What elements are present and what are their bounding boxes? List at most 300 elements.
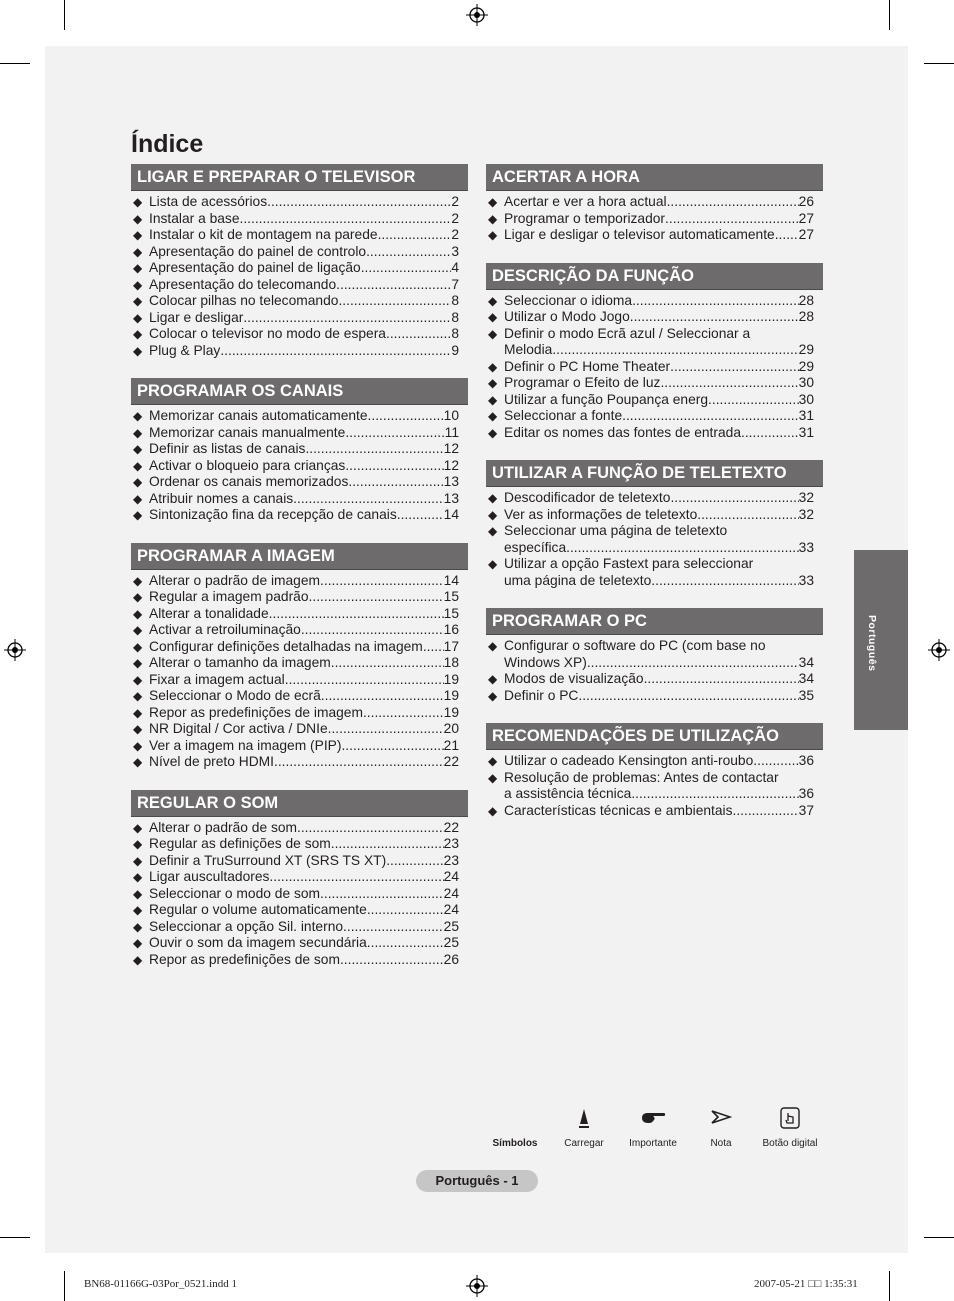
dot-leader <box>741 425 799 442</box>
toc-entry-text: Ligar e desligar o televisor automaticamente <box>504 227 775 242</box>
toc-entry-text: Descodificador de teletexto <box>504 490 671 505</box>
dot-leader <box>631 786 798 803</box>
dot-leader <box>331 655 444 672</box>
dot-leader <box>297 820 444 837</box>
toc-page-number: 23 <box>443 852 459 868</box>
diamond-bullet-icon: ◆ <box>488 293 498 308</box>
toc-entry-text: Alterar o padrão de imagem <box>149 572 321 588</box>
toc-page-number: 17 <box>443 638 459 654</box>
crop-mark <box>889 1271 890 1301</box>
section-header: RECOMENDAÇÕES DE UTILIZAÇÃO <box>486 723 823 750</box>
toc-section <box>131 790 468 969</box>
toc-entry-text: Atribuir nomes a canais <box>149 490 294 506</box>
toc-page-number: 14 <box>443 507 459 522</box>
toc-entry[interactable] <box>131 326 468 343</box>
diamond-bullet-icon: ◆ <box>133 409 143 423</box>
toc-entry[interactable] <box>131 458 468 475</box>
toc-entry[interactable] <box>486 309 823 326</box>
diamond-bullet-icon: ◆ <box>133 573 143 588</box>
toc-entry-text: Seleccionar a fonte <box>504 408 623 423</box>
toc-page-number: 30 <box>798 391 814 407</box>
toc-entry-text: Seleccionar o idioma <box>504 292 633 308</box>
toc-entry[interactable] <box>486 392 823 409</box>
dot-leader <box>367 902 444 919</box>
toc-page-number: 8 <box>451 293 459 308</box>
toc-left-column <box>131 164 468 987</box>
toc-entry[interactable] <box>131 738 468 755</box>
toc-page-number: 34 <box>798 654 814 670</box>
toc-page-number: 15 <box>443 605 459 621</box>
toc-entry[interactable] <box>131 441 468 458</box>
diamond-bullet-icon: ◆ <box>133 475 143 489</box>
toc-page-number: 12 <box>443 457 459 473</box>
toc-entry[interactable] <box>131 886 468 903</box>
toc-page-number: 22 <box>443 754 459 769</box>
diamond-bullet-icon: ◆ <box>133 327 143 341</box>
diamond-bullet-icon: ◆ <box>133 853 143 868</box>
diamond-bullet-icon: ◆ <box>488 392 498 407</box>
toc-entry[interactable] <box>131 260 468 277</box>
toc-entry-text: Instalar o kit de montagem na parede <box>149 227 378 242</box>
diamond-bullet-icon: ◆ <box>133 277 143 292</box>
diamond-bullet-icon: ◆ <box>488 195 498 209</box>
toc-entry-text: Configurar o software do PC (com base no <box>504 638 766 653</box>
diamond-bullet-icon: ◆ <box>488 524 498 538</box>
toc-entry-text: Apresentação do telecomando <box>149 276 337 292</box>
toc-entry[interactable] <box>131 244 468 261</box>
toc-page-number: 25 <box>443 935 459 950</box>
registration-mark-icon <box>466 4 488 26</box>
toc-entry-text: Nível de preto HDMI <box>149 754 274 769</box>
toc-entry-list <box>486 750 823 819</box>
toc-entry-text: Definir o PC Home Theater <box>504 358 671 374</box>
toc-entry-text: uma página de teletexto <box>504 572 652 588</box>
toc-entry[interactable] <box>131 211 468 228</box>
crop-mark <box>64 0 65 30</box>
toc-entry-text: Seleccionar uma página de teletexto <box>504 523 728 538</box>
toc-entry[interactable] <box>486 194 823 211</box>
toc-page-number: 28 <box>798 292 814 308</box>
dot-leader <box>651 573 798 590</box>
toc-entry-text: Utilizar o Modo Jogo <box>504 309 630 324</box>
dot-leader <box>397 507 444 524</box>
dot-leader <box>667 194 799 211</box>
toc-entry[interactable] <box>131 277 468 294</box>
toc-entry[interactable] <box>131 507 468 524</box>
toc-page-number: 16 <box>443 622 459 637</box>
toc-entry-text: Seleccionar o modo de som <box>149 885 321 901</box>
toc-page-number: 25 <box>443 918 459 934</box>
toc-entry[interactable] <box>131 902 468 919</box>
toc-entry[interactable] <box>486 211 823 228</box>
toc-page-number: 4 <box>451 260 459 275</box>
toc-page-number: 14 <box>443 572 459 588</box>
dot-leader <box>670 359 798 376</box>
toc-entry[interactable] <box>131 310 468 327</box>
note-arrow-icon <box>710 1110 732 1124</box>
diamond-bullet-icon: ◆ <box>488 359 498 374</box>
toc-entry[interactable] <box>486 507 823 524</box>
diamond-bullet-icon: ◆ <box>133 672 143 687</box>
crop-mark <box>924 1237 954 1238</box>
toc-page-number: 33 <box>798 539 814 555</box>
diamond-bullet-icon: ◆ <box>488 672 498 686</box>
pointing-hand-icon <box>640 1110 666 1126</box>
toc-entry[interactable] <box>486 227 823 244</box>
section-header: PROGRAMAR OS CANAIS <box>131 378 468 405</box>
toc-entry-text: Windows XP) <box>504 654 587 670</box>
toc-entry-text: Ligar auscultadores <box>149 869 270 884</box>
toc-entry[interactable] <box>131 655 468 672</box>
dot-leader <box>240 211 452 228</box>
diamond-bullet-icon: ◆ <box>488 409 498 423</box>
toc-entry[interactable] <box>131 343 468 360</box>
toc-entry[interactable] <box>486 753 823 770</box>
print-slug-timestamp: 2007-05-21 □□ 1:35:31 <box>754 1278 858 1290</box>
section-header: REGULAR O SOM <box>131 790 468 817</box>
crop-mark <box>889 0 890 30</box>
toc-page-number: 27 <box>798 227 814 242</box>
dot-leader <box>220 343 451 360</box>
toc-entry-text: Configurar definições detalhadas na imagem <box>149 638 423 654</box>
toc-entry-text: Regular o volume automaticamente <box>149 902 367 917</box>
toc-section <box>131 164 468 359</box>
toc-entry[interactable] <box>131 869 468 886</box>
dot-leader <box>712 392 799 409</box>
toc-page-number: 24 <box>443 902 459 917</box>
toc-page-number: 33 <box>798 572 814 588</box>
symbol-label: Carregar <box>564 1138 604 1149</box>
toc-page-number: 31 <box>798 408 814 423</box>
toc-entry-text: a assistência técnica <box>504 786 632 801</box>
toc-entry[interactable] <box>131 573 468 590</box>
toc-page-number: 8 <box>451 326 459 341</box>
page-number-pill: Português - 1 <box>416 1170 538 1192</box>
toc-page-number: 19 <box>443 688 459 703</box>
toc-page-number: 32 <box>798 490 814 505</box>
toc-entry-text: Definir o PC <box>504 687 579 703</box>
dot-leader <box>578 688 798 705</box>
toc-entry[interactable] <box>486 293 823 310</box>
dot-leader <box>345 425 444 442</box>
section-header: UTILIZAR A FUNÇÃO DE TELETEXTO <box>486 460 823 487</box>
toc-entry[interactable] <box>131 935 468 952</box>
dot-leader <box>320 573 444 590</box>
toc-page-number: 37 <box>798 802 814 818</box>
toc-section <box>486 608 823 704</box>
toc-entry-text: Seleccionar o Modo de ecrã <box>149 688 321 703</box>
dot-leader <box>267 194 451 211</box>
toc-page-number: 7 <box>451 276 459 292</box>
dot-leader <box>328 721 444 738</box>
dot-leader <box>341 738 443 755</box>
diamond-bullet-icon: ◆ <box>488 803 498 818</box>
dot-leader <box>378 227 452 244</box>
diamond-bullet-icon: ◆ <box>488 688 498 703</box>
toc-entry-text: Resolução de problemas: Antes de contactar <box>504 769 779 785</box>
toc-entry-text: Memorizar canais manualmente <box>149 424 346 440</box>
dot-leader <box>361 260 452 277</box>
diamond-bullet-icon: ◆ <box>133 261 143 275</box>
toc-entry-text: Utilizar a função Poupança energ. <box>504 391 712 407</box>
dot-leader <box>309 589 444 606</box>
diamond-bullet-icon: ◆ <box>488 228 498 242</box>
toc-entry-text: Colocar o televisor no modo de espera <box>149 326 386 341</box>
symbols-heading: Símbolos <box>492 1138 538 1149</box>
toc-entry[interactable] <box>131 293 468 310</box>
dot-leader <box>622 408 799 425</box>
diamond-bullet-icon: ◆ <box>133 837 143 851</box>
section-header: PROGRAMAR A IMAGEM <box>131 543 468 570</box>
diamond-bullet-icon: ◆ <box>133 310 143 325</box>
toc-page-number: 28 <box>798 309 814 324</box>
toc-entry[interactable] <box>486 523 823 556</box>
toc-entry-list <box>131 405 468 524</box>
toc-entry[interactable] <box>131 672 468 689</box>
toc-entry-list <box>131 817 468 969</box>
diamond-bullet-icon: ◆ <box>133 458 143 473</box>
diamond-bullet-icon: ◆ <box>133 639 143 654</box>
section-header: DESCRIÇÃO DA FUNÇÃO <box>486 263 823 290</box>
toc-entry[interactable] <box>486 490 823 507</box>
section-header: PROGRAMAR O PC <box>486 608 823 635</box>
toc-entry[interactable] <box>486 638 823 671</box>
toc-entry[interactable] <box>131 919 468 936</box>
diamond-bullet-icon: ◆ <box>133 705 143 720</box>
dot-leader <box>366 244 451 261</box>
registration-mark-icon <box>4 639 26 661</box>
diamond-bullet-icon: ◆ <box>488 507 498 522</box>
dot-leader <box>331 836 444 853</box>
crop-mark <box>0 1237 30 1238</box>
toc-entry[interactable] <box>131 721 468 738</box>
toc-entry[interactable] <box>131 227 468 244</box>
toc-entry[interactable] <box>131 606 468 623</box>
toc-entry[interactable] <box>131 853 468 870</box>
dot-leader <box>269 606 444 623</box>
toc-entry-text: Sintonização fina da recepção de canais <box>149 507 397 522</box>
diamond-bullet-icon: ◆ <box>133 919 143 934</box>
diamond-bullet-icon: ◆ <box>133 903 143 917</box>
dot-leader <box>423 639 444 656</box>
dot-leader <box>733 803 799 820</box>
diamond-bullet-icon: ◆ <box>133 228 143 242</box>
toc-entry-text: Lista de acessórios <box>149 194 268 209</box>
toc-entry-text: Plug & Play <box>149 342 221 358</box>
toc-entry-text: Ver a imagem na imagem (PIP) <box>149 737 342 753</box>
toc-entry[interactable] <box>131 639 468 656</box>
diamond-bullet-icon: ◆ <box>133 689 143 703</box>
toc-entry-text: Modos de visualização <box>504 671 644 686</box>
dot-leader <box>320 886 444 903</box>
toc-page-number: 36 <box>798 753 814 768</box>
toc-entry[interactable] <box>131 491 468 508</box>
dot-leader <box>566 540 799 557</box>
toc-entry-text: Apresentação do painel de ligação <box>149 260 361 275</box>
toc-page-number: 32 <box>798 506 814 522</box>
toc-entry[interactable] <box>131 820 468 837</box>
toc-page-number: 8 <box>451 309 459 325</box>
diamond-bullet-icon: ◆ <box>133 425 143 440</box>
dot-leader <box>552 342 798 359</box>
toc-entry[interactable] <box>131 474 468 491</box>
toc-page-number: 2 <box>451 210 459 226</box>
toc-entry[interactable] <box>131 425 468 442</box>
dot-leader <box>305 441 443 458</box>
dot-leader <box>644 671 799 688</box>
toc-entry-text: Fixar a imagem actual <box>149 671 285 687</box>
toc-entry[interactable] <box>486 671 823 688</box>
dot-leader <box>243 310 451 327</box>
toc-page-number: 10 <box>443 408 459 423</box>
dot-leader <box>336 277 451 294</box>
toc-page-number: 35 <box>798 687 814 703</box>
toc-entry[interactable] <box>486 326 823 359</box>
toc-right-column <box>486 164 823 838</box>
toc-entry-text: Melodia <box>504 342 553 357</box>
diamond-bullet-icon: ◆ <box>133 820 143 835</box>
toc-entry-list <box>131 191 468 359</box>
section-header: ACERTAR A HORA <box>486 164 823 191</box>
toc-entry[interactable] <box>486 359 823 376</box>
diamond-bullet-icon: ◆ <box>488 491 498 505</box>
toc-section <box>131 378 468 524</box>
toc-entry-text: Utilizar a opção Fastext para seleccionar <box>504 556 754 571</box>
diamond-bullet-icon: ◆ <box>133 590 143 604</box>
toc-page-number: 21 <box>443 737 459 753</box>
dot-leader <box>285 672 444 689</box>
toc-entry-text: Utilizar o cadeado Kensington anti-roubo <box>504 753 754 768</box>
toc-entry[interactable] <box>131 622 468 639</box>
diamond-bullet-icon: ◆ <box>488 770 498 785</box>
diamond-bullet-icon: ◆ <box>488 326 498 341</box>
toc-page-number: 2 <box>451 194 459 209</box>
toc-entry[interactable] <box>131 705 468 722</box>
toc-entry-text: Programar o temporizador <box>504 210 666 226</box>
toc-page-number: 23 <box>443 836 459 851</box>
symbol-label: Importante <box>629 1138 677 1149</box>
dot-leader <box>587 655 799 672</box>
registration-mark-icon <box>466 1275 488 1297</box>
diamond-bullet-icon: ◆ <box>133 508 143 522</box>
toc-entry[interactable] <box>131 194 468 211</box>
toc-entry[interactable] <box>131 408 468 425</box>
toc-entry[interactable] <box>486 803 823 820</box>
toc-page-number: 9 <box>451 342 459 358</box>
dot-leader <box>348 474 443 491</box>
diamond-bullet-icon: ◆ <box>133 623 143 637</box>
toc-page-number: 31 <box>798 424 814 440</box>
diamond-bullet-icon: ◆ <box>133 936 143 950</box>
registration-mark-icon <box>928 639 950 661</box>
toc-page-number: 19 <box>443 671 459 687</box>
toc-entry[interactable] <box>486 688 823 705</box>
diamond-bullet-icon: ◆ <box>133 722 143 736</box>
dot-leader <box>368 408 444 425</box>
language-side-tab-label: Português <box>866 615 878 672</box>
language-side-tab <box>854 550 908 730</box>
toc-entry[interactable] <box>486 375 823 392</box>
dot-leader <box>363 705 444 722</box>
toc-entry-text: Definir a TruSurround XT (SRS TS XT) <box>149 852 387 868</box>
toc-page-number: 36 <box>798 786 814 801</box>
dot-leader <box>367 935 444 952</box>
diamond-bullet-icon: ◆ <box>133 491 143 506</box>
dot-leader <box>753 753 798 770</box>
toc-section <box>486 164 823 244</box>
toc-entry[interactable] <box>486 408 823 425</box>
dot-leader <box>343 919 444 936</box>
toc-entry[interactable] <box>131 589 468 606</box>
toc-page-number: 22 <box>443 819 459 835</box>
toc-page-number: 26 <box>798 194 814 209</box>
toc-entry-text: Características técnicas e ambientais <box>504 802 733 818</box>
diamond-bullet-icon: ◆ <box>133 343 143 358</box>
symbol-label: Botão digital <box>762 1138 818 1149</box>
toc-entry[interactable] <box>131 952 468 969</box>
toc-entry[interactable] <box>486 425 823 442</box>
toc-entry-list <box>486 635 823 704</box>
toc-page-number: 26 <box>443 951 459 967</box>
dot-leader <box>632 293 799 310</box>
toc-entry-text: Apresentação do painel de controlo <box>149 243 367 259</box>
dot-leader <box>321 688 444 705</box>
toc-entry[interactable] <box>131 688 468 705</box>
dot-leader <box>274 754 444 771</box>
toc-page-number: 34 <box>798 671 814 686</box>
toc-entry-text: Regular a imagem padrão <box>149 589 309 604</box>
toc-entry-text: Definir as listas de canais <box>149 441 306 456</box>
diamond-bullet-icon: ◆ <box>133 755 143 769</box>
toc-entry[interactable] <box>486 770 823 803</box>
toc-page-number: 13 <box>443 490 459 506</box>
toc-page-number: 27 <box>798 210 814 226</box>
diamond-bullet-icon: ◆ <box>133 442 143 456</box>
toc-entry[interactable] <box>131 836 468 853</box>
toc-entry[interactable] <box>131 754 468 771</box>
toc-page-number: 30 <box>798 375 814 390</box>
toc-entry-text: Instalar a base <box>149 210 240 226</box>
toc-entry-text: Editar os nomes das fontes de entrada <box>504 424 741 440</box>
toc-page-number: 20 <box>443 721 459 736</box>
toc-entry-text: Seleccionar a opção Sil. interno <box>149 918 344 934</box>
toc-section <box>486 723 823 819</box>
print-slug-filename: BN68-01166G-03Por_0521.indd 1 <box>84 1278 237 1290</box>
dot-leader <box>345 458 443 475</box>
toc-page-number: 11 <box>444 424 459 440</box>
toc-page-number: 24 <box>443 869 459 884</box>
crop-mark <box>924 63 954 64</box>
page-title: Índice <box>131 130 204 158</box>
diamond-bullet-icon: ◆ <box>133 195 143 209</box>
dot-leader <box>697 507 798 524</box>
toc-entry-text: Definir o modo Ecrã azul / Seleccionar a <box>504 325 751 341</box>
toc-page-number: 19 <box>443 704 459 720</box>
section-header: LIGAR E PREPARAR O TELEVISOR <box>131 164 468 191</box>
toc-entry[interactable] <box>486 556 823 589</box>
toc-page-number: 3 <box>451 243 459 259</box>
toc-page-number: 15 <box>443 589 459 604</box>
toc-page-number: 13 <box>443 474 459 489</box>
toc-entry-text: específica <box>504 539 567 555</box>
toc-entry-text: Ligar e desligar <box>149 309 244 325</box>
toc-entry-text: Programar o Efeito de luz <box>504 375 661 390</box>
diamond-bullet-icon: ◆ <box>488 639 498 653</box>
dot-leader <box>340 952 444 969</box>
dot-leader <box>269 869 443 886</box>
diamond-bullet-icon: ◆ <box>488 211 498 226</box>
toc-page-number: 18 <box>443 655 459 670</box>
